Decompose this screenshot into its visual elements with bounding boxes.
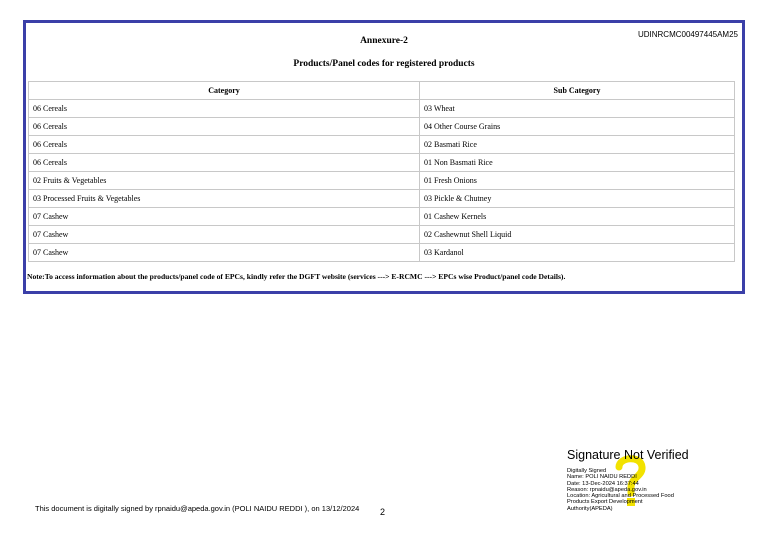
category-cell: 02 Fruits & Vegetables xyxy=(29,172,420,190)
table-row xyxy=(29,118,735,136)
table-row xyxy=(29,154,735,172)
digital-signature-footer: This document is digitally signed by rpnaidu@apeda.gov.in (POLI NAIDU REDDI ), on 13/12/2024 xyxy=(35,504,360,513)
table-row xyxy=(29,244,735,262)
sub-category-cell: 03 Pickle & Chutney xyxy=(420,190,735,208)
column-header-sub-category: Sub Category xyxy=(420,82,735,100)
sub-category-cell: 01 Cashew Kernels xyxy=(420,208,735,226)
page-number: 2 xyxy=(380,507,386,517)
signature-details xyxy=(567,468,757,512)
signature-detail-line: Date: 13-Dec-2024 16:37:44 xyxy=(567,480,639,487)
column-header-category: Category xyxy=(29,82,420,100)
category-cell: 03 Processed Fruits & Vegetables xyxy=(29,190,420,208)
annexure-frame xyxy=(23,20,745,294)
page-subtitle: Products/Panel codes for registered products xyxy=(293,59,475,69)
dgft-note: Note:To access information about the products/panel code of EPCs, kindly refer the DGFT website (services ---> E-RCMC ---> EPCs wise Product/panel code Details). xyxy=(27,272,566,281)
category-cell: 06 Cereals xyxy=(29,100,420,118)
table-row xyxy=(29,136,735,154)
signature-detail-line: Digitally Signed xyxy=(567,468,607,474)
category-cell: 07 Cashew xyxy=(29,208,420,226)
annexure-title: Annexure-2 xyxy=(360,36,408,46)
sub-category-cell: 02 Basmati Rice xyxy=(420,136,735,154)
signature-detail-line: Name: POLI NAIDU REDDI xyxy=(567,474,637,481)
signature-detail-line: Authority(APEDA) xyxy=(567,505,613,512)
signature-block xyxy=(567,448,757,518)
category-cell: 07 Cashew xyxy=(29,244,420,262)
sub-category-cell: 01 Non Basmati Rice xyxy=(420,154,735,172)
category-cell: 06 Cereals xyxy=(29,118,420,136)
sub-category-cell: 03 Kardanol xyxy=(420,244,735,262)
sub-category-cell: 03 Wheat xyxy=(420,100,735,118)
table-header-row xyxy=(29,82,735,100)
signature-status-title: Signature Not Verified xyxy=(567,448,689,462)
sub-category-cell: 01 Fresh Onions xyxy=(420,172,735,190)
sub-category-cell: 02 Cashewnut Shell Liquid xyxy=(420,226,735,244)
signature-detail-line: Location: Agricultural and Processed Food xyxy=(567,493,674,500)
category-cell: 07 Cashew xyxy=(29,226,420,244)
signature-detail-line: Products Export Development xyxy=(567,499,643,506)
category-cell: 06 Cereals xyxy=(29,154,420,172)
table-row xyxy=(29,226,735,244)
signature-detail-line: Reason: rpnaidu@apeda.gov.in xyxy=(567,486,647,493)
product-codes-table xyxy=(28,81,735,262)
table-row xyxy=(29,208,735,226)
table-row xyxy=(29,100,735,118)
sub-category-cell: 04 Other Course Grains xyxy=(420,118,735,136)
table-row xyxy=(29,190,735,208)
category-cell: 06 Cereals xyxy=(29,136,420,154)
table-row xyxy=(29,172,735,190)
certificate-number: UDINRCMC00497445AM25 xyxy=(637,30,738,39)
